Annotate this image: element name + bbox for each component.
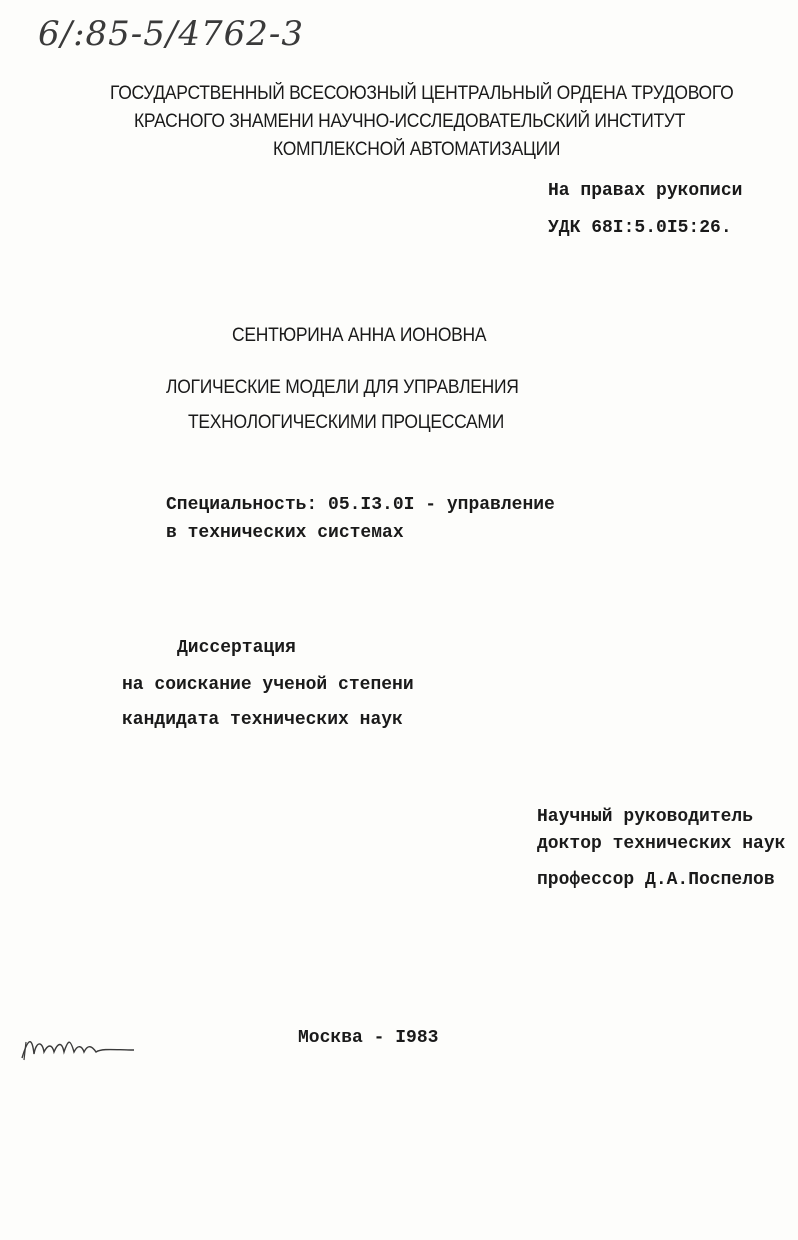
- supervisor-line-1: Научный руководитель: [537, 807, 754, 827]
- institution-line-2: КРАСНОГО ЗНАМЕНИ НАУЧНО-ИССЛЕДОВАТЕЛЬСКИЙ ИНСТИТУТ: [134, 111, 686, 132]
- manuscript-rights: На правах рукописи: [548, 181, 743, 201]
- dissertation-label: Диссертация: [177, 638, 296, 658]
- author-name: СЕНТЮРИНА АННА ИОНОВНА: [232, 325, 487, 346]
- institution-line-1: ГОСУДАРСТВЕННЫЙ ВСЕСОЮЗНЫЙ ЦЕНТРАЛЬНЫЙ ОРДЕНА ТРУДОВОГО: [110, 83, 734, 104]
- supervisor-line-2: доктор технических наук: [537, 835, 786, 853]
- specialty-line-2: в технических системах: [166, 523, 404, 543]
- dissertation-line-2: на соискание ученой степени: [122, 675, 414, 695]
- title-line-2: ТЕХНОЛОГИЧЕСКИМИ ПРОЦЕССАМИ: [188, 412, 505, 433]
- udc-code: УДК 68I:5.0I5:26.: [548, 218, 732, 238]
- institution-line-3: КОМПЛЕКСНОЙ АВТОМАТИЗАЦИИ: [273, 139, 561, 160]
- signature: [18, 1032, 138, 1069]
- dissertation-line-3: кандидата технических наук: [122, 710, 403, 730]
- supervisor-line-3: профессор Д.А.Поспелов: [537, 870, 775, 890]
- title-line-1: ЛОГИЧЕСКИЕ МОДЕЛИ ДЛЯ УПРАВЛЕНИЯ: [166, 377, 519, 398]
- archive-mark: 6/:85-5/4762-3: [38, 14, 305, 54]
- signature-scribble: [18, 1032, 138, 1064]
- place-year: Москва - I983: [298, 1028, 439, 1048]
- specialty-line-1: Специальность: 05.I3.0I - управление: [166, 495, 555, 515]
